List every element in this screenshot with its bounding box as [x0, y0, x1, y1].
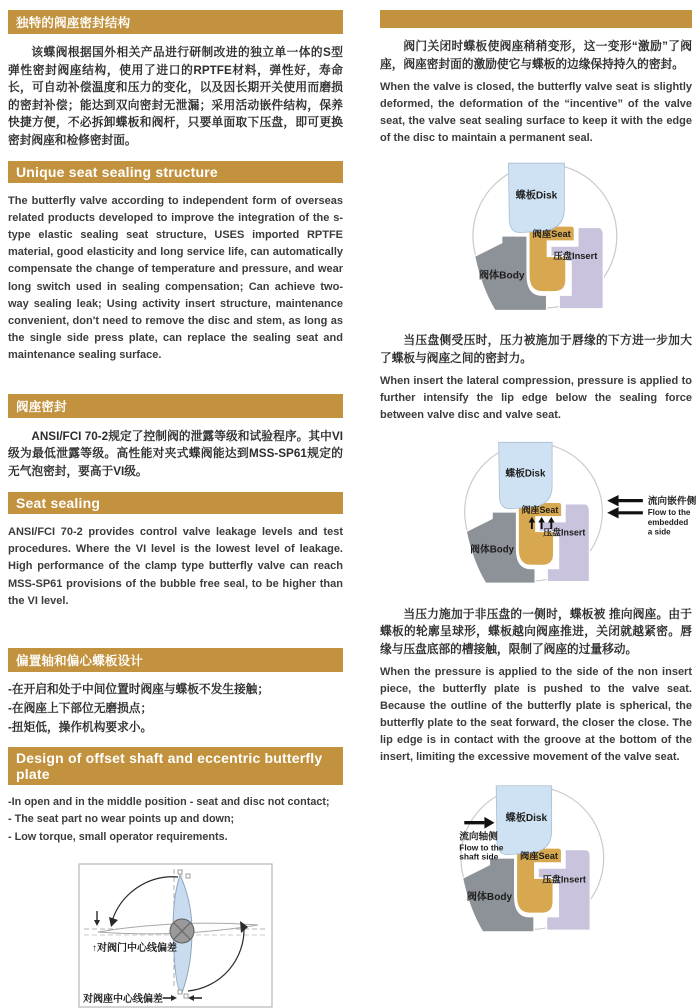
label-body: 阀体Body — [478, 270, 525, 282]
stem-marker — [178, 870, 182, 874]
label-flow-insert-en3: a side — [647, 527, 671, 537]
paragraph-insert-pressure-zh: 当压盘侧受压时，压力被施加于唇缘的下方进一步加大了蝶板与阀座之间的密封力。 — [380, 334, 692, 365]
valve-cross-section-diagram-closed — [456, 151, 638, 321]
section-header-seat-sealing-zh: 阀座密封 — [8, 394, 343, 418]
bullet-item: -In open and in the middle position - seat and disc not contact; — [8, 795, 330, 808]
bullet-item: - Low torque, small operator requirements. — [8, 830, 228, 843]
pressure-up-arrows-icon — [529, 516, 555, 528]
section-header-offset-design-en: Design of offset shaft and eccentric butterfly plate — [8, 747, 343, 785]
paragraph-non-insert-pressure-zh: 当压力施加于非压盘的一侧时，蝶板被 推向阀座。由于蝶板的轮廓呈球形，蝶板越向阀座推进，关闭就越紧密。唇缘与压盘底部的槽接触，限制了阀座的过量移动。 — [380, 607, 692, 656]
right-column — [380, 10, 697, 947]
label-body: 阀体Body — [466, 892, 513, 904]
bullet-item: -在阀座上下部位无磨损点； — [8, 701, 153, 715]
label-flow-insert-en2: embedded — [647, 517, 689, 527]
bullet-list-offset-design-zh — [8, 682, 343, 737]
label-disk: 蝶板Disk — [505, 813, 548, 825]
label-flow-insert-en1: Flow to the — [647, 507, 691, 517]
label-insert: 压盘Insert — [543, 527, 586, 538]
stem-marker — [186, 874, 190, 878]
stem-marker — [178, 990, 182, 994]
bullet-item: - The seat part no wear points up and down; — [8, 813, 235, 826]
paragraph-seat-sealing-zh: ANSI/FCI 70-2规定了控制阀的泄露等级和试验程序。其中VI级为最低泄露等级。高性能对夹式蝶阀能达到MSS-SP61规定的无气泡密封，要高于VI级。 — [8, 429, 343, 478]
label-seat-centerline-offset: 对阀座中心线偏差 — [83, 994, 163, 1006]
section-header-blank — [380, 10, 692, 28]
section-header-seat-structure-en: Unique seat sealing structure — [8, 161, 343, 183]
label-flow-insert-zh: 流向嵌件侧 — [647, 495, 697, 507]
paragraph-seal-deform-zh: 阀门关闭时蝶板使阀座稍稍变形，这一变形“激励”了阀座，阀座密封面的激励使它与蝶板的边缘保持持久的密封。 — [380, 40, 692, 71]
label-body: 阀体Body — [470, 544, 515, 556]
bullet-item: -在开启和处于中间位置时阀座与蝶板不发生接触； — [8, 682, 270, 696]
valve-cross-section-diagram-flow-insert — [448, 431, 700, 593]
stem-marker — [184, 994, 188, 998]
label-flow-shaft-zh: 流向轴侧 — [459, 831, 498, 843]
label-insert: 压盘Insert — [553, 251, 598, 262]
paragraph-insert-pressure-en: When insert the lateral compression, pressure is applied to further intensify the lip edge below the sealing force between valve disc and valve seat. — [380, 375, 692, 422]
section-header-seat-structure-zh: 独特的阀座密封结构 — [8, 10, 343, 34]
label-seat: 阀座Seat — [520, 851, 559, 862]
label-flow-shaft-en2: shaft side — [459, 852, 499, 863]
left-column — [8, 10, 343, 1008]
section-header-offset-design-zh: 偏置轴和偏心蝶板设计 — [8, 648, 343, 672]
label-seat: 阀座Seat — [521, 504, 559, 515]
flow-left-arrows-icon — [607, 495, 643, 518]
label-seat: 阀座Seat — [532, 229, 571, 240]
label-insert: 压盘Insert — [542, 874, 587, 885]
label-valve-centerline-offset: ↑对阀门中心线偏差 — [92, 943, 177, 955]
label-disk: 蝶板Disk — [515, 191, 558, 203]
bullet-item: -扭矩低，操作机构要求小。 — [8, 720, 153, 734]
label-disk: 蝶板Disk — [505, 467, 546, 479]
paragraph-seat-sealing-en: ANSI/FCI 70-2 provides control valve leakage levels and test procedures. Where the VI level is the lowest level of leakage. High performance of the clamp type butterfly valve can reach MSS-SP61 provisions of the bubble free seal, to be higher than the VI level. — [8, 526, 343, 607]
eccentric-disc-offset-diagram — [78, 863, 273, 1008]
bullet-list-offset-design-en — [8, 795, 343, 846]
label-flow-shaft-en1: Flow to the — [459, 842, 504, 853]
paragraph-seal-deform-en: When the valve is closed, the butterfly valve seat is slightly deformed, the deformation of the “incentive” of the valve seat, the valve seat sealing surface to keep it with the edge of the disc to maintain a permanent seal. — [380, 81, 692, 145]
paragraph-seat-structure-zh: 该蝶阀根据国外相关产品进行研制改进的独立单一体的S型弹性密封阀座结构，使用了进口的RPTFE材料，弹性好，寿命长，可自动补偿温度和压力的变化，以及因长期开关使用而磨损的密封补偿；能达到双向密封无泄漏；采用活动嵌件结构，保养快捷方便，不必拆卸蝶板和阀杆，只要单面取下压盘，即可更换密封阀座和检修密封面。 — [8, 46, 343, 147]
valve-cross-section-diagram-flow-shaft — [444, 774, 629, 942]
paragraph-seat-structure-en: The butterfly valve according to independent form of overseas related products developed to improve the integration of the s-type elastic sealing seat structure, USES imported RPTFE material, good elasticity and long service life, can automatically compensate the change of temperature and pressure, and wear long switch used in sealing compensation; Can achieve two-way sealing leak; Using activity insert structure, maintenance convenient, don't need to remove the disc and stem, as long as the single side press plate, can replace the sealing seat and maintenance sealing surface. — [8, 195, 343, 361]
section-header-seat-sealing-en: Seat sealing — [8, 492, 343, 514]
paragraph-non-insert-pressure-en: When the pressure is applied to the side of the non insert piece, the butterfly plate is pushed to the valve seat. Because the outline of the butterfly plate is spherical, the butterfly plate to the seat forward, the closer the close. The lip edge is in contact with the groove at the bottom of the insert, limiting the excessive movement of the valve seat. — [380, 666, 692, 764]
